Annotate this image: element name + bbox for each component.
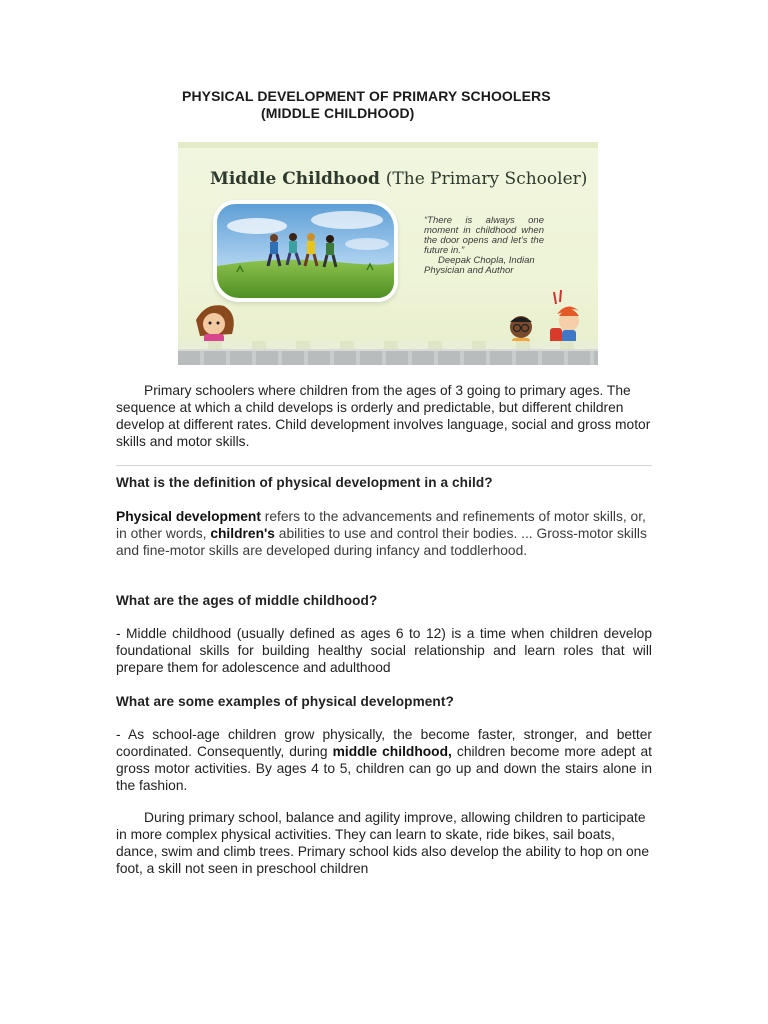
cartoon-children-illustration [178,142,598,365]
answer-3-text-a: - As school-age children grow physically, the become faster, stronger, and better coordinated. Consequently, during [116,727,652,759]
hero-heading-main: Middle Childhood [210,169,380,189]
answer-1-text-a: refers to the advancements and refinements of motor skills, or, in other words, [116,509,646,541]
quote-author: Deepak Chopla, Indian [438,255,535,266]
document-title [182,88,602,122]
title-line-2: (MIDDLE CHILDHOOD) [261,105,415,121]
intro-paragraph: Primary schoolers where children from the ages of 3 going to primary ages. The sequence at which a child develops is orderly and predictable, but different children develop at different rates. Child development involves language, social and gross motor skills and motor skills. [116,383,651,449]
answer-3-text-b: children become more adept at gross motor activities. By ages 4 to 5, children can go up and down the stairs alone in the fashion. [116,744,652,793]
answer-3-paragraph-2: During primary school, balance and agility improve, allowing children to participate in more complex physical activities. They can learn to skate, ride bikes, sail boats, dance, swim and climb trees. Primary school kids also develop the ability to hop on one foot, a skill not seen in preschool children [116,810,649,876]
answer-1-bold-children: children's [210,526,275,541]
hero-subheading: (The Primary Schooler) [385,169,588,189]
title-line-1: PHYSICAL DEVELOPMENT OF PRIMARY SCHOOLERS [182,88,551,104]
hero-road [178,349,598,365]
section-divider [116,465,652,466]
quote-text: “There is always one moment in childhood when the door opens and let’s the future in.” [424,215,544,256]
quote-author-role: Physician and Author [424,265,514,276]
answer-3-bold: middle childhood, [332,744,452,759]
answer-3 [116,726,652,794]
question-3: What are some examples of physical development? [116,694,454,709]
hero-image [178,142,598,365]
question-1: What is the definition of physical development in a child? [116,475,493,490]
answer-1 [116,508,652,559]
answer-1-text-b: abilities to use and control their bodies. ... Gross-motor skills and fine-motor skills are developed during infancy and toddlerhood. [116,526,647,558]
answer-2: - Middle childhood (usually defined as ages 6 to 12) is a time when children develop foundational skills for building healthy social relationship and learn roles that will prepare them for adolescence and adulthood [116,626,652,675]
question-2: What are the ages of middle childhood? [116,593,378,608]
answer-1-bold-term: Physical development [116,509,261,524]
